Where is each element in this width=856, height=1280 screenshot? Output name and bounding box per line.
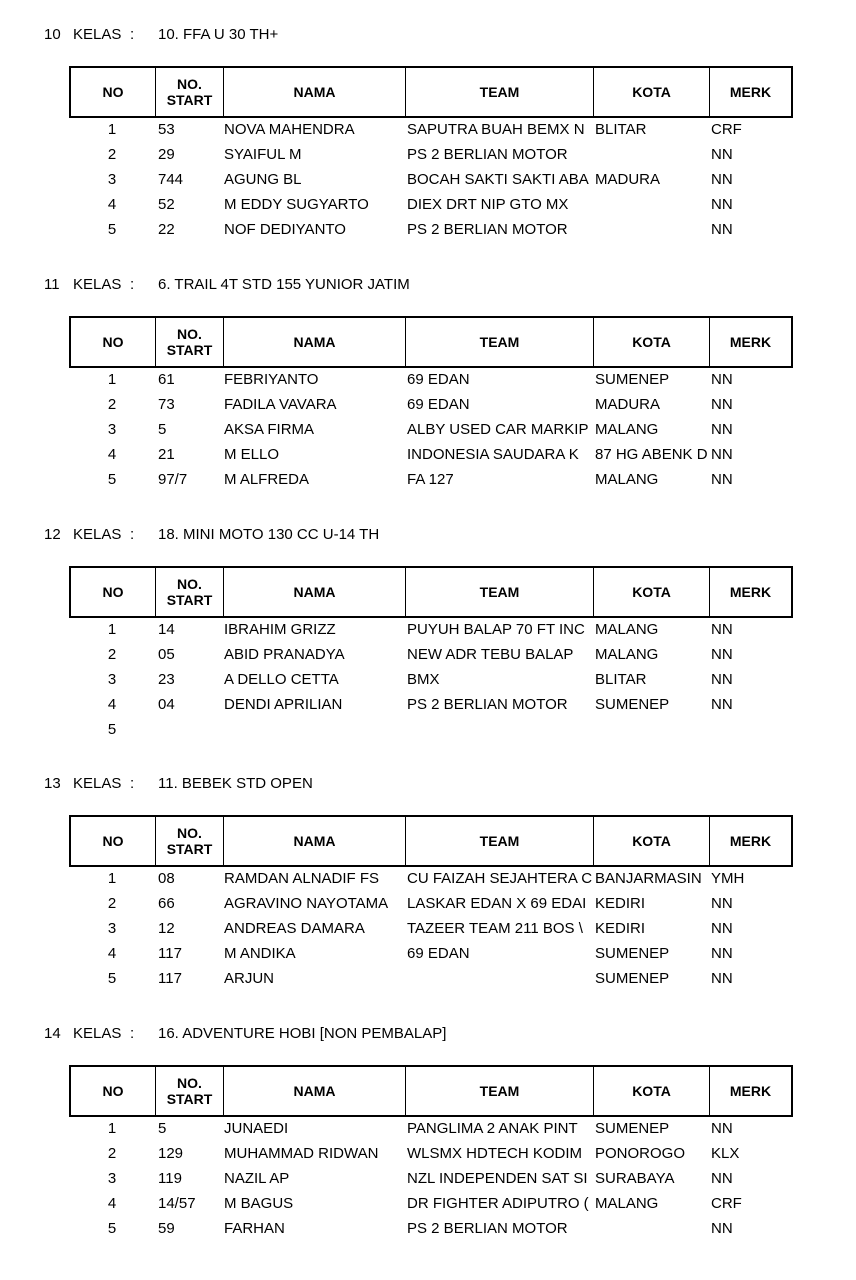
cell-team: NZL INDEPENDEN SAT SI — [407, 1170, 588, 1187]
cell-kota: MALANG — [595, 421, 659, 438]
table-row — [0, 1117, 856, 1142]
cell-no: 3 — [107, 1170, 117, 1187]
table-row — [0, 618, 856, 643]
class-section — [0, 1023, 856, 1273]
cell-no: 2 — [107, 646, 117, 663]
cell-no: 5 — [107, 1220, 117, 1237]
cell-start: 05 — [158, 646, 175, 663]
cell-merk: NN — [711, 945, 733, 962]
cell-kota: KEDIRI — [595, 895, 646, 912]
cell-merk: NN — [711, 471, 733, 488]
class-colon: : — [130, 1025, 135, 1042]
table-header — [69, 316, 793, 368]
class-name: 10. FFA U 30 TH+ — [158, 26, 279, 43]
cell-start: 117 — [158, 970, 182, 987]
cell-start: 744 — [158, 171, 184, 188]
cell-start: 29 — [158, 146, 175, 163]
table-body — [0, 368, 856, 493]
table-row — [0, 418, 856, 443]
header-no-start: NO. START — [156, 817, 224, 865]
cell-team: SAPUTRA BUAH BEMX N — [407, 121, 585, 138]
header-team: TEAM — [406, 568, 594, 616]
table-row — [0, 1167, 856, 1192]
cell-team: 69 EDAN — [407, 396, 470, 413]
cell-start: 12 — [158, 920, 175, 937]
cell-no: 4 — [107, 196, 117, 213]
table-row — [0, 168, 856, 193]
class-section — [0, 773, 856, 1023]
cell-team: INDONESIA SAUDARA K — [407, 446, 579, 463]
cell-nama: FADILA VAVARA — [224, 396, 337, 413]
header-no: NO — [71, 1067, 156, 1115]
cell-nama: M ELLO — [224, 446, 280, 463]
table-row — [0, 468, 856, 493]
header-kota: KOTA — [594, 817, 710, 865]
table-row — [0, 368, 856, 393]
header-kota: KOTA — [594, 568, 710, 616]
cell-kota: MALANG — [595, 471, 659, 488]
class-colon: : — [130, 526, 135, 543]
header-merk: MERK — [729, 1083, 772, 1099]
cell-start: 117 — [158, 945, 182, 962]
table-row — [0, 693, 856, 718]
header-team: TEAM — [406, 1067, 594, 1115]
cell-merk: NN — [711, 621, 733, 638]
cell-nama: FARHAN — [224, 1220, 285, 1237]
cell-nama: RAMDAN ALNADIF FS — [224, 870, 380, 887]
cell-nama: A DELLO CETTA — [224, 671, 339, 688]
table-row — [0, 942, 856, 967]
cell-no: 1 — [107, 121, 117, 138]
cell-nama: M ANDIKA — [224, 945, 296, 962]
header-merk: MERK — [729, 833, 772, 849]
cell-no: 4 — [107, 446, 117, 463]
cell-no: 3 — [107, 671, 117, 688]
cell-team: PUYUH BALAP 70 FT INC — [407, 621, 585, 638]
cell-start: 73 — [158, 396, 175, 413]
class-label: KELAS — [73, 526, 122, 543]
table-header — [69, 1065, 793, 1117]
cell-start: 59 — [158, 1220, 175, 1237]
header-merk: MERK — [729, 584, 772, 600]
cell-no: 3 — [107, 421, 117, 438]
cell-merk: NN — [711, 221, 733, 238]
cell-merk: NN — [711, 970, 733, 987]
cell-merk: NN — [711, 171, 733, 188]
cell-team: PANGLIMA 2 ANAK PINT — [407, 1120, 578, 1137]
cell-merk: NN — [711, 1170, 733, 1187]
table-row — [0, 967, 856, 992]
header-kota: KOTA — [594, 68, 710, 116]
cell-start: 5 — [158, 421, 167, 438]
cell-nama: M ALFREDA — [224, 471, 310, 488]
cell-nama: NOF DEDIYANTO — [224, 221, 346, 238]
cell-no: 4 — [107, 696, 117, 713]
cell-no: 1 — [107, 621, 117, 638]
cell-kota: MALANG — [595, 621, 659, 638]
cell-kota: SUMENEP — [595, 371, 670, 388]
cell-start: 53 — [158, 121, 175, 138]
cell-merk: NN — [711, 646, 733, 663]
cell-no: 2 — [107, 396, 117, 413]
class-name: 6. TRAIL 4T STD 155 YUNIOR JATIM — [158, 276, 410, 293]
cell-team: TAZEER TEAM 211 BOS \ — [407, 920, 583, 937]
class-label: KELAS — [73, 775, 122, 792]
cell-kota: MALANG — [595, 1195, 659, 1212]
class-colon: : — [130, 26, 135, 43]
cell-nama: NOVA MAHENDRA — [224, 121, 355, 138]
header-no-start: NO. START — [156, 318, 224, 366]
cell-team: DR FIGHTER ADIPUTRO ( — [407, 1195, 589, 1212]
cell-merk: NN — [711, 446, 733, 463]
cell-merk: NN — [711, 196, 733, 213]
cell-start: 08 — [158, 870, 175, 887]
table-row — [0, 443, 856, 468]
table-row — [0, 718, 856, 743]
cell-merk: NN — [711, 371, 733, 388]
cell-kota: MADURA — [595, 396, 661, 413]
cell-team: PS 2 BERLIAN MOTOR — [407, 696, 568, 713]
cell-team: FA 127 — [407, 471, 454, 488]
header-no-start: NO. START — [156, 68, 224, 116]
cell-start: 14/57 — [158, 1195, 196, 1212]
cell-kota: MADURA — [595, 171, 661, 188]
cell-team: ALBY USED CAR MARKIP — [407, 421, 589, 438]
cell-nama: ANDREAS DAMARA — [224, 920, 365, 937]
cell-kota: BLITAR — [595, 121, 647, 138]
table-body — [0, 1117, 856, 1242]
cell-merk: NN — [711, 396, 733, 413]
cell-no: 2 — [107, 146, 117, 163]
cell-team: LASKAR EDAN X 69 EDAI — [407, 895, 587, 912]
table-body — [0, 118, 856, 243]
class-colon: : — [130, 775, 135, 792]
cell-no: 3 — [107, 920, 117, 937]
cell-no: 2 — [107, 1145, 117, 1162]
cell-team: BOCAH SAKTI SAKTI ABA — [407, 171, 589, 188]
cell-merk: NN — [711, 696, 733, 713]
class-number: 10 — [44, 26, 61, 43]
cell-merk: NN — [711, 920, 733, 937]
table-header — [69, 566, 793, 618]
table-row — [0, 118, 856, 143]
class-section — [0, 524, 856, 774]
table-body — [0, 618, 856, 743]
cell-team: DIEX DRT NIP GTO MX — [407, 196, 569, 213]
cell-nama: DENDI APRILIAN — [224, 696, 343, 713]
cell-team: PS 2 BERLIAN MOTOR — [407, 221, 568, 238]
cell-merk: NN — [711, 671, 733, 688]
table-row — [0, 1142, 856, 1167]
cell-merk: NN — [711, 1220, 733, 1237]
cell-nama: AGUNG BL — [224, 171, 302, 188]
cell-kota: BANJARMASIN — [595, 870, 702, 887]
cell-kota: SUMENEP — [595, 1120, 670, 1137]
cell-kota: KEDIRI — [595, 920, 646, 937]
cell-merk: NN — [711, 1120, 733, 1137]
class-name: 16. ADVENTURE HOBI [NON PEMBALAP] — [158, 1025, 447, 1042]
class-colon: : — [130, 276, 135, 293]
header-no: NO — [71, 568, 156, 616]
cell-no: 1 — [107, 1120, 117, 1137]
cell-kota: SURABAYA — [595, 1170, 675, 1187]
cell-start: 21 — [158, 446, 175, 463]
class-number: 13 — [44, 775, 61, 792]
cell-merk: CRF — [711, 1195, 742, 1212]
cell-start: 14 — [158, 621, 175, 638]
header-kota: KOTA — [594, 1067, 710, 1115]
cell-kota: BLITAR — [595, 671, 647, 688]
table-row — [0, 1192, 856, 1217]
header-team: TEAM — [406, 68, 594, 116]
cell-start: 04 — [158, 696, 175, 713]
header-no: NO — [71, 68, 156, 116]
class-name: 18. MINI MOTO 130 CC U-14 TH — [158, 526, 380, 543]
table-header — [69, 815, 793, 867]
cell-no: 2 — [107, 895, 117, 912]
table-row — [0, 393, 856, 418]
class-section — [0, 274, 856, 524]
cell-nama: MUHAMMAD RIDWAN — [224, 1145, 379, 1162]
cell-merk: CRF — [711, 121, 742, 138]
cell-no: 1 — [107, 870, 117, 887]
cell-no: 3 — [107, 171, 117, 188]
cell-nama: AGRAVINO NAYOTAMA — [224, 895, 389, 912]
table-row — [0, 668, 856, 693]
cell-start: 61 — [158, 371, 175, 388]
cell-kota: MALANG — [595, 646, 659, 663]
cell-nama: ABID PRANADYA — [224, 646, 345, 663]
cell-no: 4 — [107, 1195, 117, 1212]
cell-merk: KLX — [711, 1145, 740, 1162]
header-nama: NAMA — [224, 817, 406, 865]
header-nama: NAMA — [224, 568, 406, 616]
cell-no: 4 — [107, 945, 117, 962]
cell-team: BMX — [407, 671, 440, 688]
cell-merk: NN — [711, 146, 733, 163]
cell-no: 5 — [107, 471, 117, 488]
cell-nama: NAZIL AP — [224, 1170, 290, 1187]
cell-team: PS 2 BERLIAN MOTOR — [407, 146, 568, 163]
cell-kota: SUMENEP — [595, 945, 670, 962]
header-nama: NAMA — [224, 1067, 406, 1115]
cell-nama: FEBRIYANTO — [224, 371, 319, 388]
header-merk: MERK — [729, 84, 772, 100]
table-row — [0, 892, 856, 917]
class-label: KELAS — [73, 26, 122, 43]
cell-nama: M BAGUS — [224, 1195, 294, 1212]
cell-start: 52 — [158, 196, 175, 213]
class-name: 11. BEBEK STD OPEN — [158, 775, 313, 792]
class-label: KELAS — [73, 1025, 122, 1042]
cell-kota: SUMENEP — [595, 970, 670, 987]
table-row — [0, 218, 856, 243]
cell-no: 1 — [107, 371, 117, 388]
table-row — [0, 193, 856, 218]
cell-start: 66 — [158, 895, 175, 912]
cell-team: NEW ADR TEBU BALAP — [407, 646, 574, 663]
header-merk: MERK — [729, 334, 772, 350]
cell-start: 23 — [158, 671, 175, 688]
cell-no: 5 — [107, 721, 117, 738]
cell-team: PS 2 BERLIAN MOTOR — [407, 1220, 568, 1237]
cell-team: CU FAIZAH SEJAHTERA C — [407, 870, 593, 887]
class-number: 11 — [44, 276, 60, 293]
table-row — [0, 143, 856, 168]
cell-kota: PONOROGO — [595, 1145, 686, 1162]
class-number: 12 — [44, 526, 61, 543]
cell-no: 5 — [107, 970, 117, 987]
table-row — [0, 1217, 856, 1242]
table-row — [0, 917, 856, 942]
cell-nama: M EDDY SUGYARTO — [224, 196, 369, 213]
cell-nama: AKSA FIRMA — [224, 421, 315, 438]
cell-start: 129 — [158, 1145, 184, 1162]
header-no: NO — [71, 318, 156, 366]
cell-team: 69 EDAN — [407, 371, 470, 388]
header-team: TEAM — [406, 817, 594, 865]
header-nama: NAMA — [224, 68, 406, 116]
cell-team: 69 EDAN — [407, 945, 470, 962]
class-number: 14 — [44, 1025, 61, 1042]
cell-kota: SUMENEP — [595, 696, 670, 713]
header-nama: NAMA — [224, 318, 406, 366]
cell-merk: NN — [711, 421, 733, 438]
cell-nama: SYAIFUL M — [224, 146, 302, 163]
cell-merk: NN — [711, 895, 733, 912]
class-label: KELAS — [73, 276, 122, 293]
cell-merk: YMH — [711, 870, 745, 887]
cell-start: 119 — [158, 1170, 182, 1187]
table-header — [69, 66, 793, 118]
cell-nama: JUNAEDI — [224, 1120, 289, 1137]
cell-start: 5 — [158, 1120, 167, 1137]
header-team: TEAM — [406, 318, 594, 366]
cell-team: WLSMX HDTECH KODIM — [407, 1145, 583, 1162]
cell-nama: IBRAHIM GRIZZ — [224, 621, 336, 638]
header-no-start: NO. START — [156, 568, 224, 616]
table-row — [0, 643, 856, 668]
table-row — [0, 867, 856, 892]
class-section — [0, 24, 856, 274]
header-no-start: NO. START — [156, 1067, 224, 1115]
header-no: NO — [71, 817, 156, 865]
cell-start: 97/7 — [158, 471, 188, 488]
cell-kota: 87 HG ABENK D — [595, 446, 708, 463]
header-kota: KOTA — [594, 318, 710, 366]
cell-nama: ARJUN — [224, 970, 275, 987]
table-body — [0, 867, 856, 992]
cell-start: 22 — [158, 221, 175, 238]
cell-no: 5 — [107, 221, 117, 238]
